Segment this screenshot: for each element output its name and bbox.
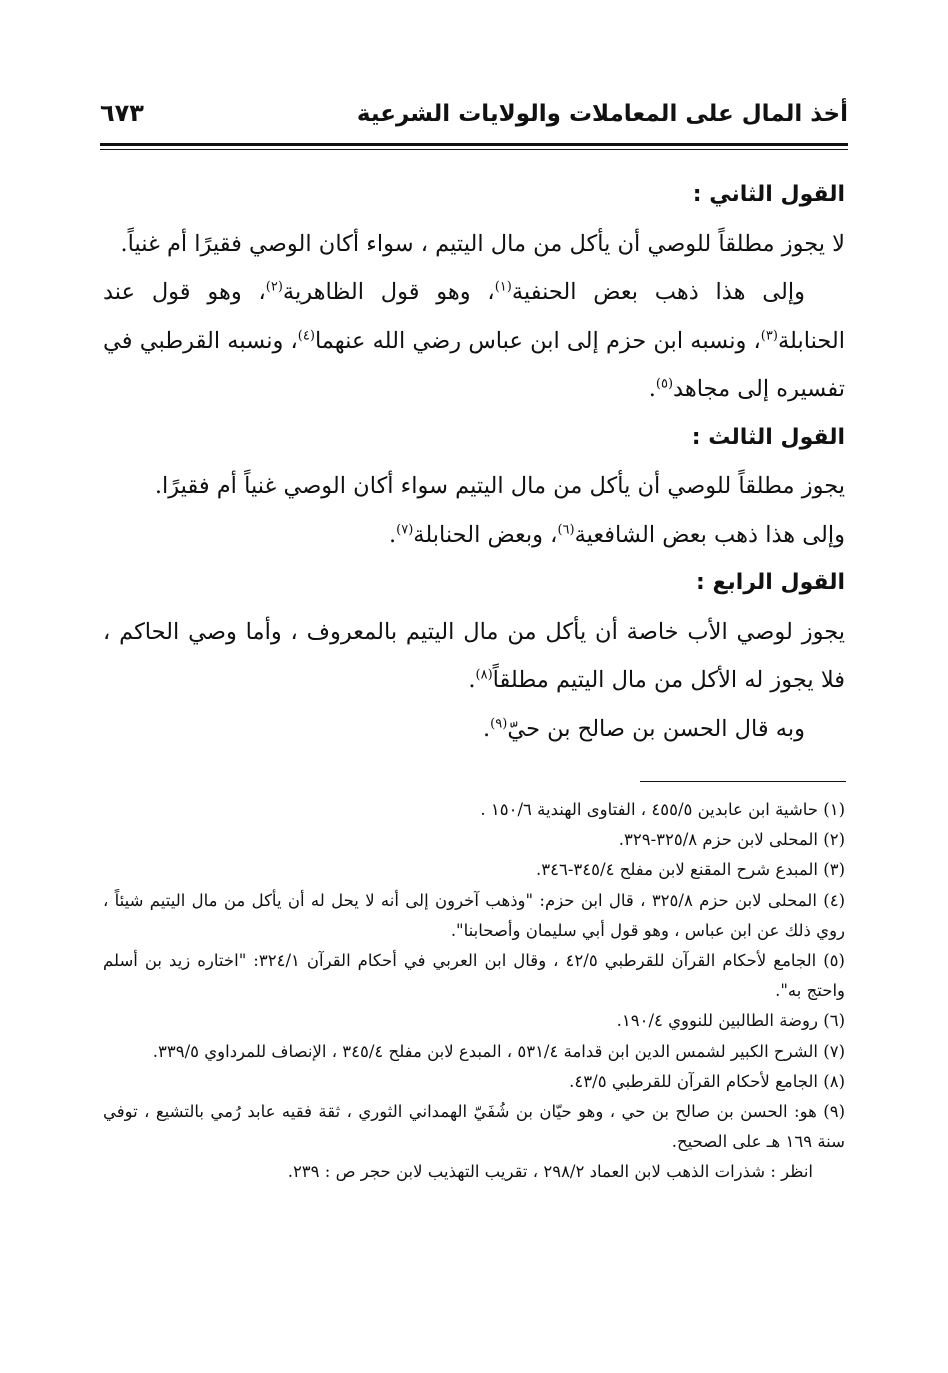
- footnote-ref: (٢): [265, 279, 283, 295]
- text-run: ، وهو قول عند الحنابلة: [103, 279, 845, 354]
- paragraph: [103, 462, 845, 511]
- paragraph: [103, 511, 845, 560]
- running-title: أخذ المال على المعاملات والولايات الشرعية: [356, 101, 848, 127]
- footnote-8: (٨) الجامع لأحكام القرآن للقرطبي ٤٣/٥.: [569, 1071, 845, 1091]
- paragraph: [103, 705, 845, 754]
- footnote-9: (٩) هو: الحسن بن صالح بن حي ، وهو حيّان بن شُفَيّ الهمداني الثوري ، ثقة فقيه عابد رُمي بالتشيع ، توفي سنة ١٦٩ هـ على الصحيح.: [103, 1102, 845, 1152]
- text-run: وإلى هذا ذهب بعض الحنفية: [511, 279, 806, 305]
- footnotes: [103, 795, 845, 1188]
- footnote-ref: (١): [494, 279, 512, 295]
- footnote-4: (٤) المحلى لابن حزم ٣٢٥/٨ ، قال ابن حزم: "وذهب آخرون إلى أنه لا يحل له أن يأكل من مال اليتيم شيئاً ، روي ذلك عن ابن عباس ، وهو قول أبي سليمان وأصحابنا".: [103, 890, 846, 940]
- footnote-ref: (٨): [475, 667, 493, 683]
- footnote-ref: (٥): [655, 376, 674, 392]
- footnote-3: (٣) المبدع شرح المقنع لابن مفلح ٣٤٥/٤-٣٤٦.: [536, 860, 845, 880]
- footnote-ref: (٦): [557, 522, 575, 537]
- footnote-7: (٧) الشرح الكبير لشمس الدين ابن قدامة ٥٣١/٤ ، المبدع لابن مفلح ٣٤٥/٤ ، الإنصاف للمرداوي ٣٣٩/٥.: [152, 1041, 845, 1061]
- page-number: ٦٧٣: [100, 99, 144, 127]
- paragraph: [103, 608, 845, 705]
- text-run: ، ونسبه القرطبي في تفسيره إلى مجاهد: [103, 327, 845, 402]
- paragraph: [103, 268, 845, 414]
- text-run: وبه قال الحسن بن صالح بن حيّ: [507, 715, 805, 742]
- footnote-separator: [640, 781, 846, 782]
- text-run: .: [468, 667, 476, 693]
- footnote-5: (٥) الجامع لأحكام القرآن للقرطبي ٤٢/٥ ، وقال ابن العربي في أحكام القرآن ٣٢٤/١: "اختاره زيد بن أسلم واحتج به".: [103, 951, 845, 1001]
- text-run: .: [648, 376, 656, 402]
- footnote-ref: (٤): [297, 328, 315, 343]
- footnote-ref: (٣): [760, 328, 778, 343]
- header-rule-thin: [100, 149, 848, 150]
- footnote-9-continued: انظر : شذرات الذهب لابن العماد ٢٩٨/٢ ، تقريب التهذيب لابن حجر ص : ٢٣٩.: [287, 1162, 813, 1182]
- footnote-6: (٦) روضة الطالبين للنووي ١٩٠/٤.: [616, 1011, 845, 1031]
- section-heading-second-opinion: القول الثاني :: [692, 182, 845, 207]
- text-run: يجوز لوصي الأب خاصة أن يأكل من مال اليتيم بالمعروف ، وأما وصي الحاكم ، فلا يجوز له الأكل من مال اليتيم مطلقاً: [103, 618, 845, 693]
- footnote-1: (١) حاشية ابن عابدين ٤٥٥/٥ ، الفتاوى الهندية ١٥٠/٦ .: [480, 800, 845, 819]
- text-run: يجوز مطلقاً للوصي أن يأكل من مال اليتيم سواء أكان الوصي غنياً أم فقيرًا.: [154, 473, 845, 499]
- footnote-ref: (٩): [490, 716, 508, 731]
- section-heading-fourth-opinion: القول الرابع :: [696, 570, 845, 595]
- footnote-2: (٢) المحلى لابن حزم ٣٢٥/٨-٣٢٩.: [618, 830, 845, 850]
- text-run: وإلى هذا ذهب بعض الشافعية: [574, 521, 845, 548]
- text-run: .: [483, 715, 491, 742]
- text-run: .: [388, 521, 397, 548]
- footnote-ref: (٧): [396, 522, 414, 537]
- main-text: [103, 171, 845, 753]
- paragraph: [103, 220, 845, 269]
- section-heading-third-opinion: القول الثالث :: [691, 424, 845, 450]
- page-header: [100, 97, 848, 139]
- header-rule-thick: [100, 143, 848, 146]
- text-run: ، وبعض الحنابلة: [413, 521, 558, 548]
- text-run: ، وهو قول الظاهرية: [282, 279, 495, 305]
- text-run: لا يجوز مطلقاً للوصي أن يأكل من مال اليتيم ، سواء أكان الوصي فقيرًا أم غنياً.: [120, 230, 845, 257]
- text-run: ، ونسبه ابن حزم إلى ابن عباس رضي الله عنهما: [314, 327, 761, 354]
